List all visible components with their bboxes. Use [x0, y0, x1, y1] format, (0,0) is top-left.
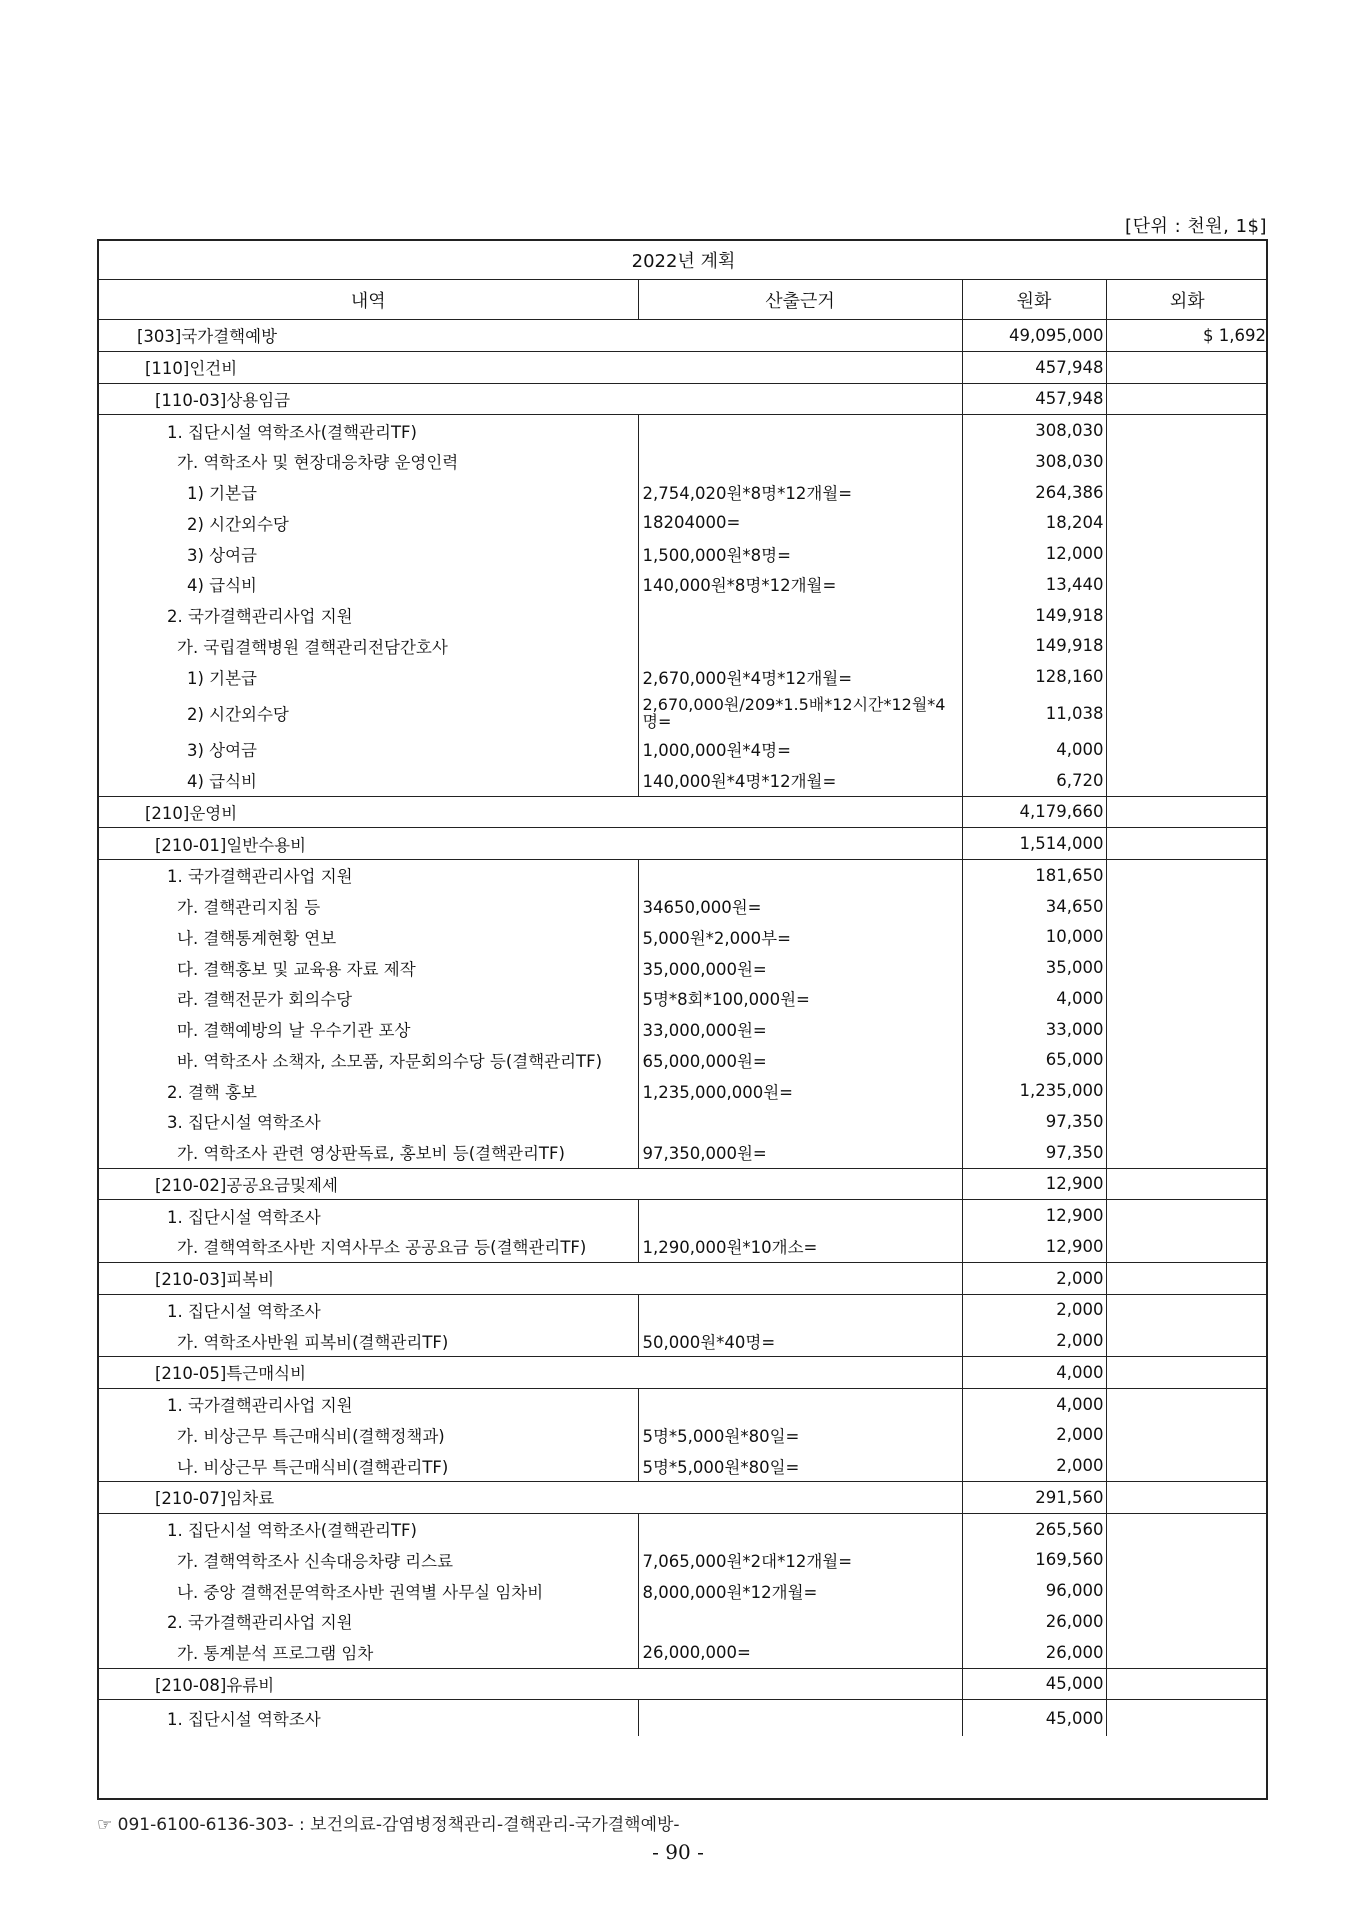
- row-item: 바. 역학조사 소책자, 소모품, 자문회의수당 등(결핵관리TF): [177, 1051, 603, 1071]
- table-row: [99, 477, 1268, 508]
- row-item: [210-07]임차료: [99, 1482, 962, 1514]
- row-foreign: [1106, 1262, 1268, 1294]
- row-amount: 169,560: [962, 1545, 1106, 1576]
- table-row: [99, 569, 1268, 600]
- table-row: [99, 1106, 1268, 1137]
- row-foreign: [1106, 477, 1268, 508]
- row-basis: 5명*5,000원*80일=: [638, 1450, 962, 1481]
- row-foreign: [1106, 1388, 1268, 1419]
- table-row: [99, 1231, 1268, 1262]
- row-basis: 140,000원*4명*12개월=: [638, 765, 962, 796]
- pointing-hand-icon: ☞: [97, 1815, 113, 1835]
- row-amount: 4,000: [962, 1357, 1106, 1389]
- row-basis: 2,754,020원*8명*12개월=: [638, 477, 962, 508]
- row-item: [210]운영비: [99, 796, 962, 828]
- table-row: [99, 1014, 1268, 1045]
- table-row: [99, 1637, 1268, 1668]
- row-basis: 2,670,000원/209*1.5배*12시간*12월*4명=: [638, 692, 962, 734]
- table-row: [99, 1168, 1268, 1200]
- row-basis: [638, 1106, 962, 1137]
- row-item: [210-05]특근매식비: [99, 1357, 962, 1389]
- row-foreign: [1106, 1357, 1268, 1389]
- row-amount: 308,030: [962, 415, 1106, 446]
- unit-note: [단위 : 천원, 1$]: [1125, 216, 1267, 237]
- row-basis: [638, 415, 962, 446]
- row-item: 4) 급식비: [187, 772, 257, 792]
- row-item: 가. 결핵역학조사 신속대응차량 리스료: [177, 1551, 454, 1571]
- row-foreign: [1106, 1450, 1268, 1481]
- row-item: 가. 국립결핵병원 결핵관리전담간호사: [177, 637, 448, 657]
- row-item: [210-01]일반수용비: [99, 828, 962, 860]
- row-foreign: [1106, 734, 1268, 765]
- row-foreign: [1106, 891, 1268, 922]
- row-foreign: [1106, 796, 1268, 828]
- table-row: [99, 1137, 1268, 1168]
- row-amount: 26,000: [962, 1606, 1106, 1637]
- page-number: - 90 -: [652, 1840, 704, 1864]
- budget-table-frame: [97, 239, 1268, 1800]
- row-item: 가. 결핵관리지침 등: [177, 898, 321, 918]
- row-item: 2. 국가결핵관리사업 지원: [167, 1613, 353, 1633]
- row-amount: 4,000: [962, 983, 1106, 1014]
- row-item: [210-08]유류비: [99, 1668, 962, 1700]
- row-item: 1. 집단시설 역학조사: [99, 1200, 638, 1231]
- row-amount: 308,030: [962, 446, 1106, 477]
- table-row: [99, 661, 1268, 692]
- row-basis: 50,000원*40명=: [638, 1325, 962, 1356]
- row-foreign: $ 1,692: [1106, 320, 1268, 352]
- row-foreign: [1106, 631, 1268, 662]
- table-row: [99, 1482, 1268, 1514]
- row-amount: 1,514,000: [962, 828, 1106, 860]
- row-amount: 45,000: [962, 1700, 1106, 1737]
- row-amount: 2,000: [962, 1262, 1106, 1294]
- row-foreign: [1106, 446, 1268, 477]
- row-foreign: [1106, 351, 1268, 383]
- row-amount: 2,000: [962, 1325, 1106, 1356]
- row-foreign: [1106, 1075, 1268, 1106]
- row-foreign: [1106, 383, 1268, 415]
- row-item: 나. 중앙 결핵전문역학조사반 권역별 사무실 임차비: [177, 1582, 544, 1602]
- row-amount: 128,160: [962, 661, 1106, 692]
- row-amount: 149,918: [962, 600, 1106, 631]
- row-amount: 12,900: [962, 1200, 1106, 1231]
- row-amount: 11,038: [962, 692, 1106, 734]
- row-basis: 5명*8회*100,000원=: [638, 983, 962, 1014]
- table-row: [99, 538, 1268, 569]
- row-item: 1. 집단시설 역학조사(결핵관리TF): [99, 415, 638, 446]
- table-row: [99, 952, 1268, 983]
- row-item: 2) 시간외수당: [187, 514, 289, 534]
- table-row: [99, 351, 1268, 383]
- row-amount: 4,000: [962, 734, 1106, 765]
- table-row: [99, 383, 1268, 415]
- table-row: [99, 1545, 1268, 1576]
- row-foreign: [1106, 1482, 1268, 1514]
- row-item: 3) 상여금: [187, 741, 257, 761]
- row-basis: 26,000,000=: [638, 1637, 962, 1668]
- row-basis: 1,235,000,000원=: [638, 1075, 962, 1106]
- row-foreign: [1106, 1325, 1268, 1356]
- table-row: [99, 1045, 1268, 1076]
- row-amount: 12,900: [962, 1168, 1106, 1200]
- table-row: [99, 922, 1268, 953]
- row-item: 1) 기본급: [187, 484, 257, 504]
- row-foreign: [1106, 538, 1268, 569]
- row-basis: 1,500,000원*8명=: [638, 538, 962, 569]
- row-basis: [638, 1700, 962, 1737]
- row-item: 1) 기본급: [187, 668, 257, 688]
- row-item: [110-03]상용임금: [99, 383, 962, 415]
- row-item: 가. 역학조사 관련 영상판독료, 홍보비 등(결핵관리TF): [177, 1144, 565, 1164]
- row-item: 1. 국가결핵관리사업 지원: [99, 860, 638, 891]
- row-foreign: [1106, 1637, 1268, 1668]
- header-foreign: 외화: [1106, 280, 1268, 320]
- header-item: 내역: [99, 280, 638, 320]
- row-item: 다. 결핵홍보 및 교육용 자료 제작: [177, 959, 416, 979]
- row-basis: 8,000,000원*12개월=: [638, 1575, 962, 1606]
- row-amount: 4,000: [962, 1388, 1106, 1419]
- table-row: [99, 631, 1268, 662]
- row-amount: 45,000: [962, 1668, 1106, 1700]
- row-foreign: [1106, 1045, 1268, 1076]
- row-basis: [638, 631, 962, 662]
- row-item: [210-03]피복비: [99, 1262, 962, 1294]
- row-foreign: [1106, 1700, 1268, 1737]
- row-amount: 18,204: [962, 508, 1106, 539]
- row-basis: 5,000원*2,000부=: [638, 922, 962, 953]
- row-basis: 1,000,000원*4명=: [638, 734, 962, 765]
- row-foreign: [1106, 1137, 1268, 1168]
- table-row: [99, 828, 1268, 860]
- row-item: 나. 결핵통계현황 연보: [177, 928, 337, 948]
- row-amount: 181,650: [962, 860, 1106, 891]
- row-basis: 2,670,000원*4명*12개월=: [638, 661, 962, 692]
- row-foreign: [1106, 1606, 1268, 1637]
- row-item: [210-02]공공요금및제세: [99, 1168, 962, 1200]
- row-foreign: [1106, 765, 1268, 796]
- row-foreign: [1106, 952, 1268, 983]
- table-row: [99, 1262, 1268, 1294]
- row-foreign: [1106, 860, 1268, 891]
- row-item: 2. 결핵 홍보: [167, 1082, 257, 1102]
- footer-code: [97, 1810, 680, 1835]
- row-basis: [638, 1294, 962, 1325]
- plan-title: 2022년 계획: [99, 241, 1268, 280]
- row-amount: 265,560: [962, 1513, 1106, 1544]
- table-row: [99, 1450, 1268, 1481]
- row-amount: 6,720: [962, 765, 1106, 796]
- table-row: [99, 983, 1268, 1014]
- row-amount: 35,000: [962, 952, 1106, 983]
- row-amount: 291,560: [962, 1482, 1106, 1514]
- row-amount: 2,000: [962, 1294, 1106, 1325]
- table-row: [99, 1357, 1268, 1389]
- row-basis: 1,290,000원*10개소=: [638, 1231, 962, 1262]
- row-amount: 1,235,000: [962, 1075, 1106, 1106]
- table-row: [99, 692, 1268, 734]
- row-foreign: [1106, 692, 1268, 734]
- row-item: 3. 집단시설 역학조사: [167, 1113, 321, 1133]
- row-foreign: [1106, 983, 1268, 1014]
- row-item: 2. 국가결핵관리사업 지원: [167, 607, 353, 627]
- row-basis: 65,000,000원=: [638, 1045, 962, 1076]
- row-item: 가. 결핵역학조사반 지역사무소 공공요금 등(결핵관리TF): [177, 1238, 587, 1258]
- row-foreign: [1106, 1200, 1268, 1231]
- row-foreign: [1106, 415, 1268, 446]
- row-basis: 5명*5,000원*80일=: [638, 1420, 962, 1451]
- row-amount: 97,350: [962, 1106, 1106, 1137]
- row-basis: 34650,000원=: [638, 891, 962, 922]
- row-item: 2) 시간외수당: [187, 705, 289, 724]
- row-foreign: [1106, 1168, 1268, 1200]
- row-item: 3) 상여금: [187, 545, 257, 565]
- row-item: 마. 결핵예방의 날 우수기관 포상: [177, 1021, 411, 1041]
- table-row: [99, 1294, 1268, 1325]
- table-row: [99, 320, 1268, 352]
- row-basis: 18204000=: [638, 508, 962, 539]
- budget-table: [99, 241, 1268, 1736]
- row-item: [303]국가결핵예방: [99, 320, 962, 352]
- table-row: [99, 1513, 1268, 1544]
- row-item: 가. 역학조사반원 피복비(결핵관리TF): [177, 1332, 449, 1352]
- table-row: [99, 796, 1268, 828]
- row-foreign: [1106, 1106, 1268, 1137]
- row-foreign: [1106, 1294, 1268, 1325]
- row-amount: 10,000: [962, 922, 1106, 953]
- table-row: [99, 1606, 1268, 1637]
- row-item: 1. 집단시설 역학조사(결핵관리TF): [99, 1513, 638, 1544]
- row-item: 라. 결핵전문가 회의수당: [177, 990, 353, 1010]
- row-amount: 149,918: [962, 631, 1106, 662]
- row-amount: 2,000: [962, 1450, 1106, 1481]
- row-item: [110]인건비: [99, 351, 962, 383]
- table-row: [99, 860, 1268, 891]
- row-basis: [638, 1513, 962, 1544]
- row-item: 가. 통계분석 프로그램 임차: [177, 1644, 374, 1664]
- program-path: : 보건의료-감염병정책관리-결핵관리-국가결핵예방-: [299, 1815, 680, 1835]
- table-row: [99, 734, 1268, 765]
- row-basis: 35,000,000원=: [638, 952, 962, 983]
- row-amount: 26,000: [962, 1637, 1106, 1668]
- row-amount: 264,386: [962, 477, 1106, 508]
- row-foreign: [1106, 1420, 1268, 1451]
- row-foreign: [1106, 1014, 1268, 1045]
- table-row: [99, 446, 1268, 477]
- row-foreign: [1106, 508, 1268, 539]
- row-amount: 4,179,660: [962, 796, 1106, 828]
- row-item: 4) 급식비: [187, 576, 257, 596]
- row-foreign: [1106, 1545, 1268, 1576]
- row-amount: 12,900: [962, 1231, 1106, 1262]
- table-row: [99, 508, 1268, 539]
- header-krw: 원화: [962, 280, 1106, 320]
- table-row: [99, 1325, 1268, 1356]
- row-item: 가. 비상근무 특근매식비(결핵정책과): [177, 1426, 445, 1446]
- row-amount: 65,000: [962, 1045, 1106, 1076]
- row-basis: [638, 1606, 962, 1637]
- row-foreign: [1106, 600, 1268, 631]
- row-basis: [638, 600, 962, 631]
- row-basis: 33,000,000원=: [638, 1014, 962, 1045]
- row-item: 1. 집단시설 역학조사: [99, 1294, 638, 1325]
- row-amount: 13,440: [962, 569, 1106, 600]
- row-item: 1. 국가결핵관리사업 지원: [99, 1388, 638, 1419]
- row-item: 1. 집단시설 역학조사: [99, 1700, 638, 1737]
- row-amount: 2,000: [962, 1420, 1106, 1451]
- row-foreign: [1106, 1575, 1268, 1606]
- row-item: 나. 비상근무 특근매식비(결핵관리TF): [177, 1457, 449, 1477]
- table-row: [99, 415, 1268, 446]
- row-basis: 7,065,000원*2대*12개월=: [638, 1545, 962, 1576]
- row-amount: 96,000: [962, 1575, 1106, 1606]
- row-amount: 33,000: [962, 1014, 1106, 1045]
- row-foreign: [1106, 922, 1268, 953]
- row-item: 가. 역학조사 및 현장대응차량 운영인력: [177, 453, 459, 473]
- row-amount: 12,000: [962, 538, 1106, 569]
- table-row: [99, 1700, 1268, 1737]
- row-basis: [638, 446, 962, 477]
- row-foreign: [1106, 1668, 1268, 1700]
- table-row: [99, 1575, 1268, 1606]
- row-basis: [638, 1200, 962, 1231]
- row-amount: 49,095,000: [962, 320, 1106, 352]
- row-basis: [638, 1388, 962, 1419]
- row-foreign: [1106, 1513, 1268, 1544]
- row-amount: 457,948: [962, 351, 1106, 383]
- table-row: [99, 600, 1268, 631]
- table-row: [99, 1668, 1268, 1700]
- table-row: [99, 1388, 1268, 1419]
- table-row: [99, 765, 1268, 796]
- table-row: [99, 891, 1268, 922]
- row-amount: 457,948: [962, 383, 1106, 415]
- row-foreign: [1106, 828, 1268, 860]
- row-foreign: [1106, 1231, 1268, 1262]
- row-amount: 34,650: [962, 891, 1106, 922]
- table-row: [99, 1200, 1268, 1231]
- program-code: 091-6100-6136-303-: [117, 1815, 294, 1835]
- row-basis: 97,350,000원=: [638, 1137, 962, 1168]
- row-foreign: [1106, 661, 1268, 692]
- header-basis: 산출근거: [638, 280, 962, 320]
- row-basis: [638, 860, 962, 891]
- row-basis: 140,000원*8명*12개월=: [638, 569, 962, 600]
- row-foreign: [1106, 569, 1268, 600]
- row-amount: 97,350: [962, 1137, 1106, 1168]
- table-row: [99, 1420, 1268, 1451]
- table-row: [99, 1075, 1268, 1106]
